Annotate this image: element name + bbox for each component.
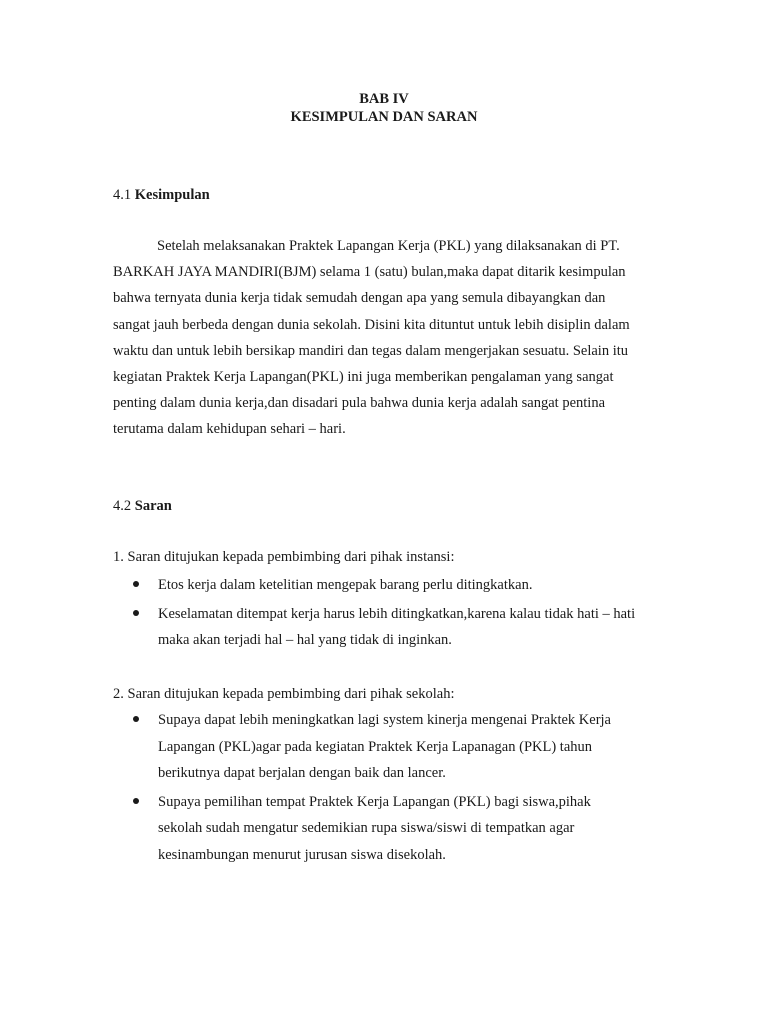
section-number: 4.2 [113,498,132,514]
list-item: Supaya pemilihan tempat Praktek Kerja Lapangan (PKL) bagi siswa,pihak sekolah sudah mengatur sedemikian rupa siswa/siswi di tempatkan agar kesinambungan menurut jurusan siswa disekolah. [113,789,673,869]
saran-list-sekolah [113,707,673,868]
section-heading-saran [113,496,172,516]
bullet-icon [133,716,139,722]
list-item: Etos kerja dalam ketelitian mengepak barang perlu ditingkatkan. [113,572,673,599]
chapter-number: BAB IV [359,91,409,107]
saran-group-heading: 2. Saran ditujukan kepada pembimbing dari pihak sekolah: [113,686,455,702]
paragraph-line: bahwa ternyata dunia kerja tidak semudah dengan apa yang semula dibayangkan dan [113,290,606,307]
section-number: 4.1 [113,187,132,203]
chapter-title: KESIMPULAN DAN SARAN [290,109,478,125]
paragraph-line: penting dalam dunia kerja,dan disadari pula bahwa dunia kerja adalah sangat pentina [113,395,606,412]
bullet-icon [133,798,139,804]
paragraph-line: terutama dalam kehidupan sehari – hari. [113,421,346,438]
section-title: Saran [134,498,172,514]
section-title: Kesimpulan [134,187,210,203]
paragraph-line: sangat jauh berbeda dengan dunia sekolah. Disini kita dituntut untuk lebih disiplin dalam [113,316,630,333]
list-item: Keselamatan ditempat kerja harus lebih ditingkatkan,karena kalau tidak hati – hati maka akan terjadi hal – hal yang tidak di inginkan. [113,601,673,654]
saran-list-instansi [113,572,673,654]
section-heading-kesimpulan [113,185,210,205]
paragraph-line: waktu dan untuk lebih bersikap mandiri dan tegas dalam mengerjakan sesuatu. Selain itu [113,342,629,359]
saran-group-heading: 1. Saran ditujukan kepada pembimbing dari pihak instansi: [113,549,455,565]
paragraph-line: BARKAH JAYA MANDIRI(BJM) selama 1 (satu) bulan,maka dapat ditarik kesimpulan [113,264,626,281]
list-item: Supaya dapat lebih meningkatkan lagi system kinerja mengenai Praktek Kerja Lapangan (PKL)agar pada kegiatan Praktek Kerja Lapanagan (PKL) tahun berikutnya dapat berjalan dengan baik dan lancer. [113,707,673,787]
paragraph-line: kegiatan Praktek Kerja Lapangan(PKL) ini juga memberikan pengalaman yang sangat [113,369,614,386]
kesimpulan-paragraph [113,233,658,443]
bullet-icon [133,610,139,616]
paragraph-line: Setelah melaksanakan Praktek Lapangan Kerja (PKL) yang dilaksanakan di PT. [157,238,620,254]
bullet-icon [133,581,139,587]
